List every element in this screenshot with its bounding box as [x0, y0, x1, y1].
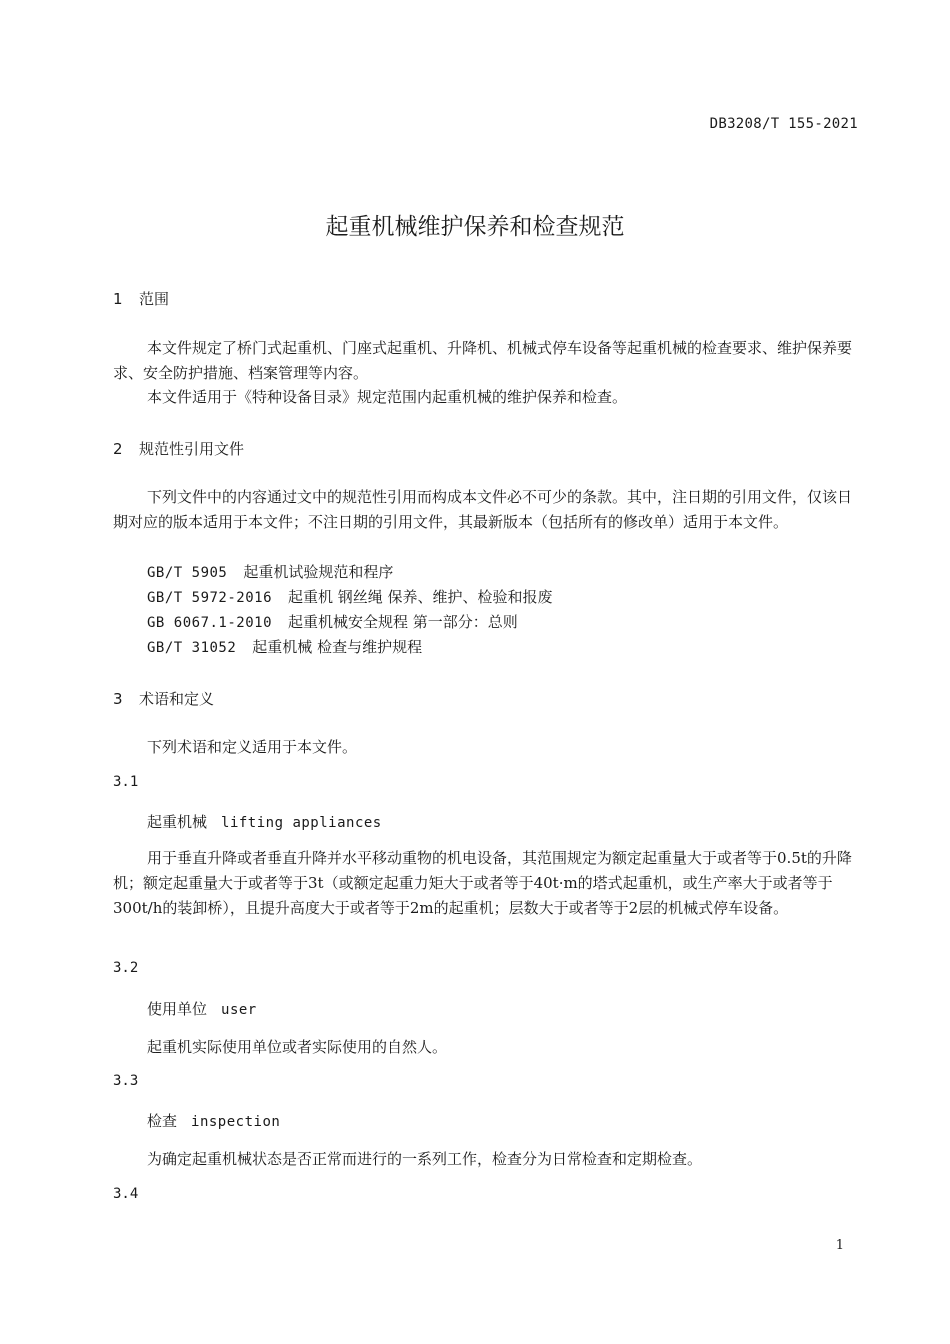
section-heading-1 — [113, 288, 169, 309]
term-definition: 用于垂直升降或者垂直升降并水平移动重物的机电设备，其范围规定为额定起重量大于或者等于0.5t的升降机；额定起重量大于或者等于3t（或额定起重力矩大于或者等于40t·m的塔式起重机，或生产率大于或者等于300t/h的装卸桥），且提升高度大于或者等于2m的起重机；层数大于或者等于2层的机械式停车设备。 — [113, 849, 852, 917]
reference-code: GB/T 31052 — [147, 640, 237, 656]
paragraph-terms-intro: 下列术语和定义适用于本文件。 — [147, 738, 358, 756]
term-english: lifting appliances — [221, 815, 382, 831]
document-code: DB3208/T 155-2021 — [709, 116, 858, 132]
reference-title: 起重机试验规范和程序 — [243, 563, 394, 581]
section-number: 1 — [113, 290, 123, 308]
term-chinese: 检查 — [147, 1112, 178, 1130]
reference-title: 起重机械安全规程 第一部分：总则 — [288, 613, 518, 631]
reference-item — [147, 636, 422, 657]
reference-code: GB 6067.1-2010 — [147, 615, 273, 631]
page-number: 1 — [835, 1238, 844, 1253]
reference-item — [147, 561, 393, 582]
reference-item — [147, 611, 518, 632]
paragraph-applicability: 本文件适用于《特种设备目录》规定范围内起重机械的维护保养和检查。 — [147, 388, 628, 406]
paragraph-scope: 本文件规定了桥门式起重机、门座式起重机、升降机、机械式停车设备等起重机械的检查要求、维护保养要求、安全防护措施、档案管理等内容。 — [113, 339, 853, 382]
section-number: 3 — [113, 690, 123, 708]
term-number: 3.4 — [113, 1186, 139, 1202]
term-definition: 起重机实际使用单位或者实际使用的自然人。 — [147, 1038, 448, 1056]
section-number: 2 — [113, 440, 123, 458]
reference-code: GB/T 5972-2016 — [147, 590, 273, 606]
paragraph-references-intro: 下列文件中的内容通过文中的规范性引用而构成本文件必不可少的条款。其中，注日期的引用文件，仅该日期对应的版本适用于本文件；不注日期的引用文件，其最新版本（包括所有的修改单）适用于本文件。 — [113, 488, 853, 531]
term-entry — [147, 998, 257, 1019]
term-entry — [147, 811, 382, 832]
reference-code: GB/T 5905 — [147, 565, 228, 581]
term-number: 3.1 — [113, 774, 139, 790]
document-title: 起重机械维护保养和检查规范 — [325, 214, 625, 240]
term-entry — [147, 1110, 280, 1131]
term-number: 3.3 — [113, 1073, 139, 1089]
term-definition: 为确定起重机械状态是否正常而进行的一系列工作，检查分为日常检查和定期检查。 — [147, 1150, 703, 1168]
section-title: 规范性引用文件 — [139, 440, 245, 458]
section-heading-2 — [113, 438, 244, 459]
term-number: 3.2 — [113, 960, 139, 976]
section-heading-3 — [113, 688, 214, 709]
reference-title: 起重机械 检查与维护规程 — [252, 638, 423, 656]
term-chinese: 起重机械 — [147, 813, 208, 831]
reference-item — [147, 586, 553, 607]
section-title: 范围 — [139, 290, 170, 308]
term-english: user — [221, 1002, 257, 1018]
reference-title: 起重机 钢丝绳 保养、维护、检验和报废 — [288, 588, 553, 606]
term-chinese: 使用单位 — [147, 1000, 208, 1018]
section-title: 术语和定义 — [139, 690, 215, 708]
term-english: inspection — [191, 1114, 281, 1130]
